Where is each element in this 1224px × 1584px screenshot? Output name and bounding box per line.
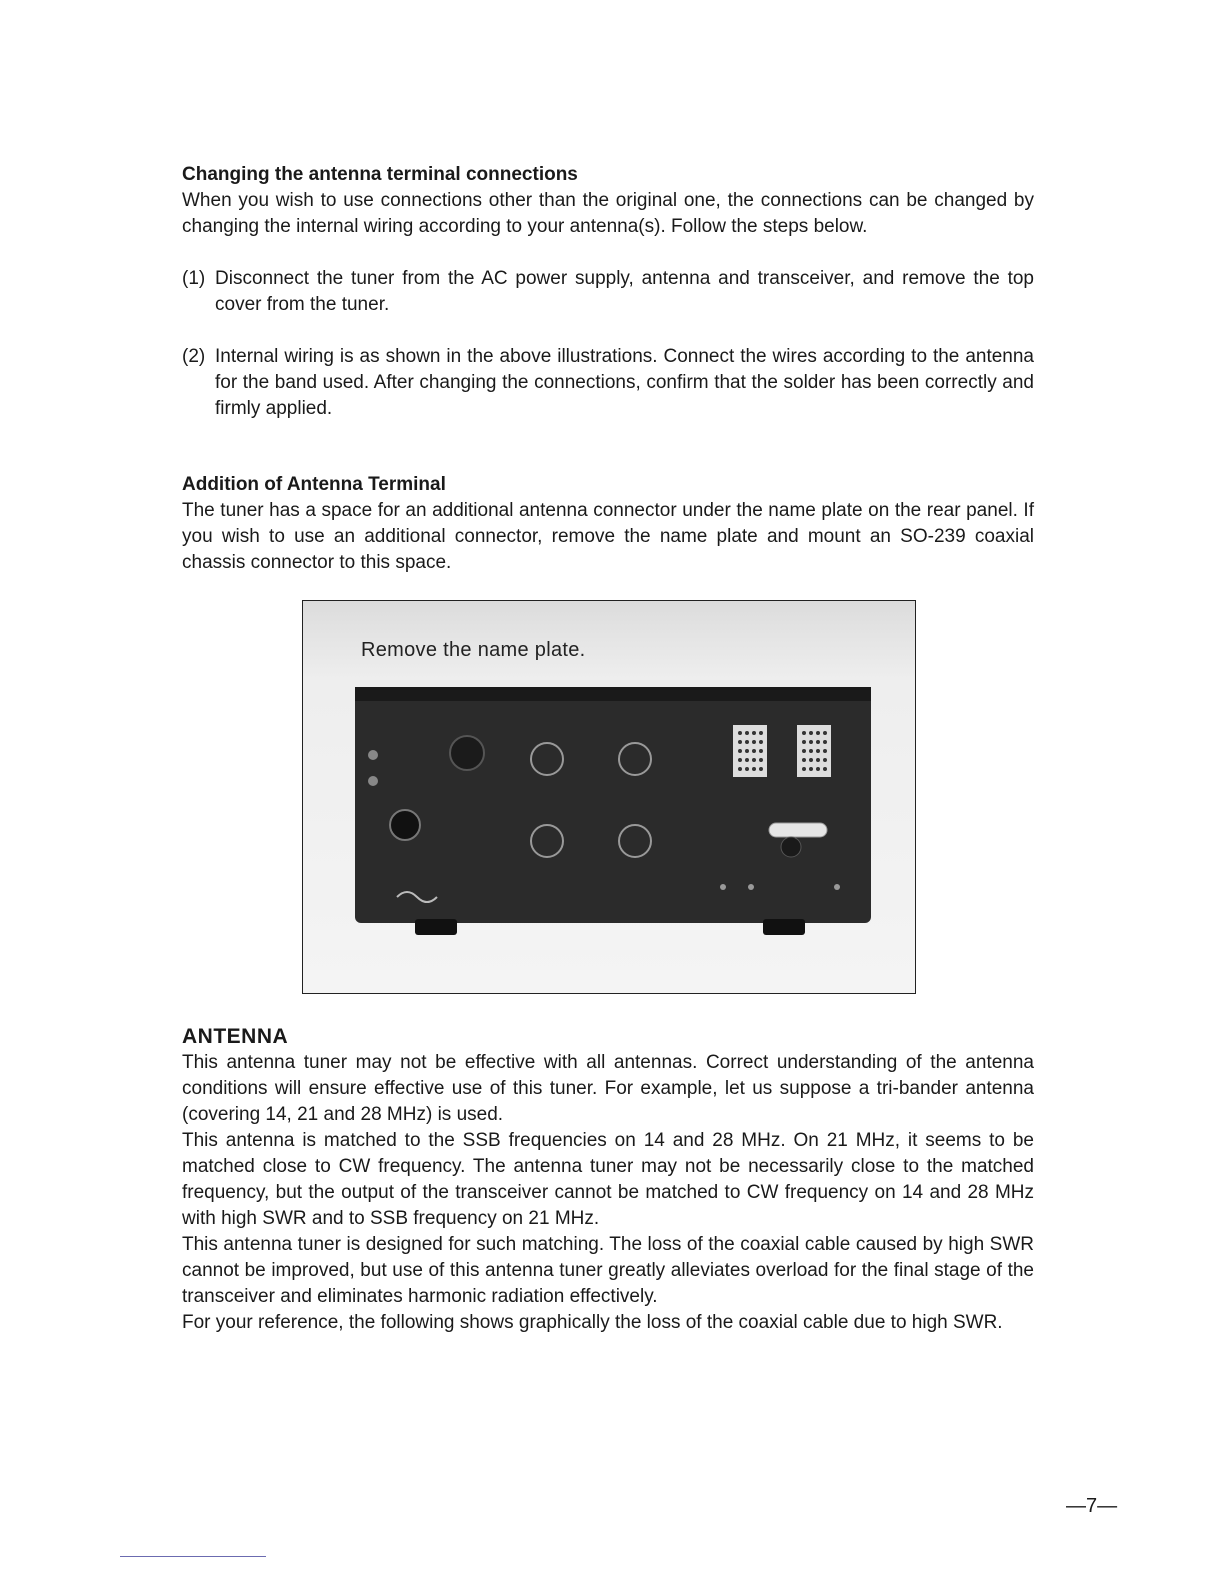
accessory-socket-1 [733,725,767,777]
section-antenna [182,1024,1034,1336]
section-addition-antenna-terminal [182,472,1034,576]
name-plate-slot [769,823,827,837]
chassis-body [355,687,871,923]
antenna-paragraph-3: This antenna tuner is designed for such matching. The loss of the coaxial cable caused by high SWR cannot be improved, but use of this antenna tuner greatly alleviates overload for the final stage of the transceiver and eliminates harmonic radiation effectively. [182,1234,1034,1307]
section-intro: When you wish to use connections other than the original one, the connections can be changed by changing the internal wiring according to your antenna(s). Follow the steps below. [182,190,1034,237]
step-text: Disconnect the tuner from the AC power supply, antenna and transceiver, and remove the top cover from the tuner. [215,268,1034,315]
section-body: The tuner has a space for an additional antenna connector under the name plate on the rear panel. If you wish to use an additional connector, remove the name plate and mount an SO-239 coaxial chassis connector to this space. [182,500,1034,573]
step-2 [182,344,1034,422]
step-number: (2) [182,346,206,367]
step-number: (1) [182,268,206,289]
antenna-paragraph-1: This antenna tuner may not be effective with all antennas. Correct understanding of the antenna conditions will ensure effective use of this tuner. For example, let us suppose a tri-bander antenna (covering 14, 21 and 28 MHz) is used. [182,1052,1034,1125]
section-heading: Changing the antenna terminal connections [182,164,578,185]
right-foot [763,919,805,935]
antenna-paragraph-4: For your reference, the following shows graphically the loss of the coaxial cable due to high SWR. [182,1312,1003,1333]
page-number: —7— [1066,1495,1118,1517]
section-heading: ANTENNA [182,1025,289,1048]
antenna-paragraph-2: This antenna is matched to the SSB frequencies on 14 and 28 MHz. On 21 MHz, it seems to be matched close to CW frequency. The antenna tuner may not be necessarily close to the matched frequency, but the output of the transceiver cannot be matched to CW frequency on 14 and 28 MHz with high SWR and to SSB frequency on 21 MHz. [182,1130,1034,1229]
step-text: Internal wiring is as shown in the above illustrations. Connect the wires according to the antenna for the band used. After changing the connections, confirm that the solder has been correctly and firmly applied. [215,346,1034,419]
section-heading: Addition of Antenna Terminal [182,474,446,495]
step-1 [182,266,1034,318]
section-antenna-terminal-connections [182,162,1034,422]
tuner-rear-panel-photo [302,600,916,994]
accessory-socket-2 [797,725,831,777]
bottom-rule [120,1556,266,1557]
figure-caption: Remove the name plate. [361,639,586,661]
left-foot [415,919,457,935]
ground-terminal [390,810,420,840]
